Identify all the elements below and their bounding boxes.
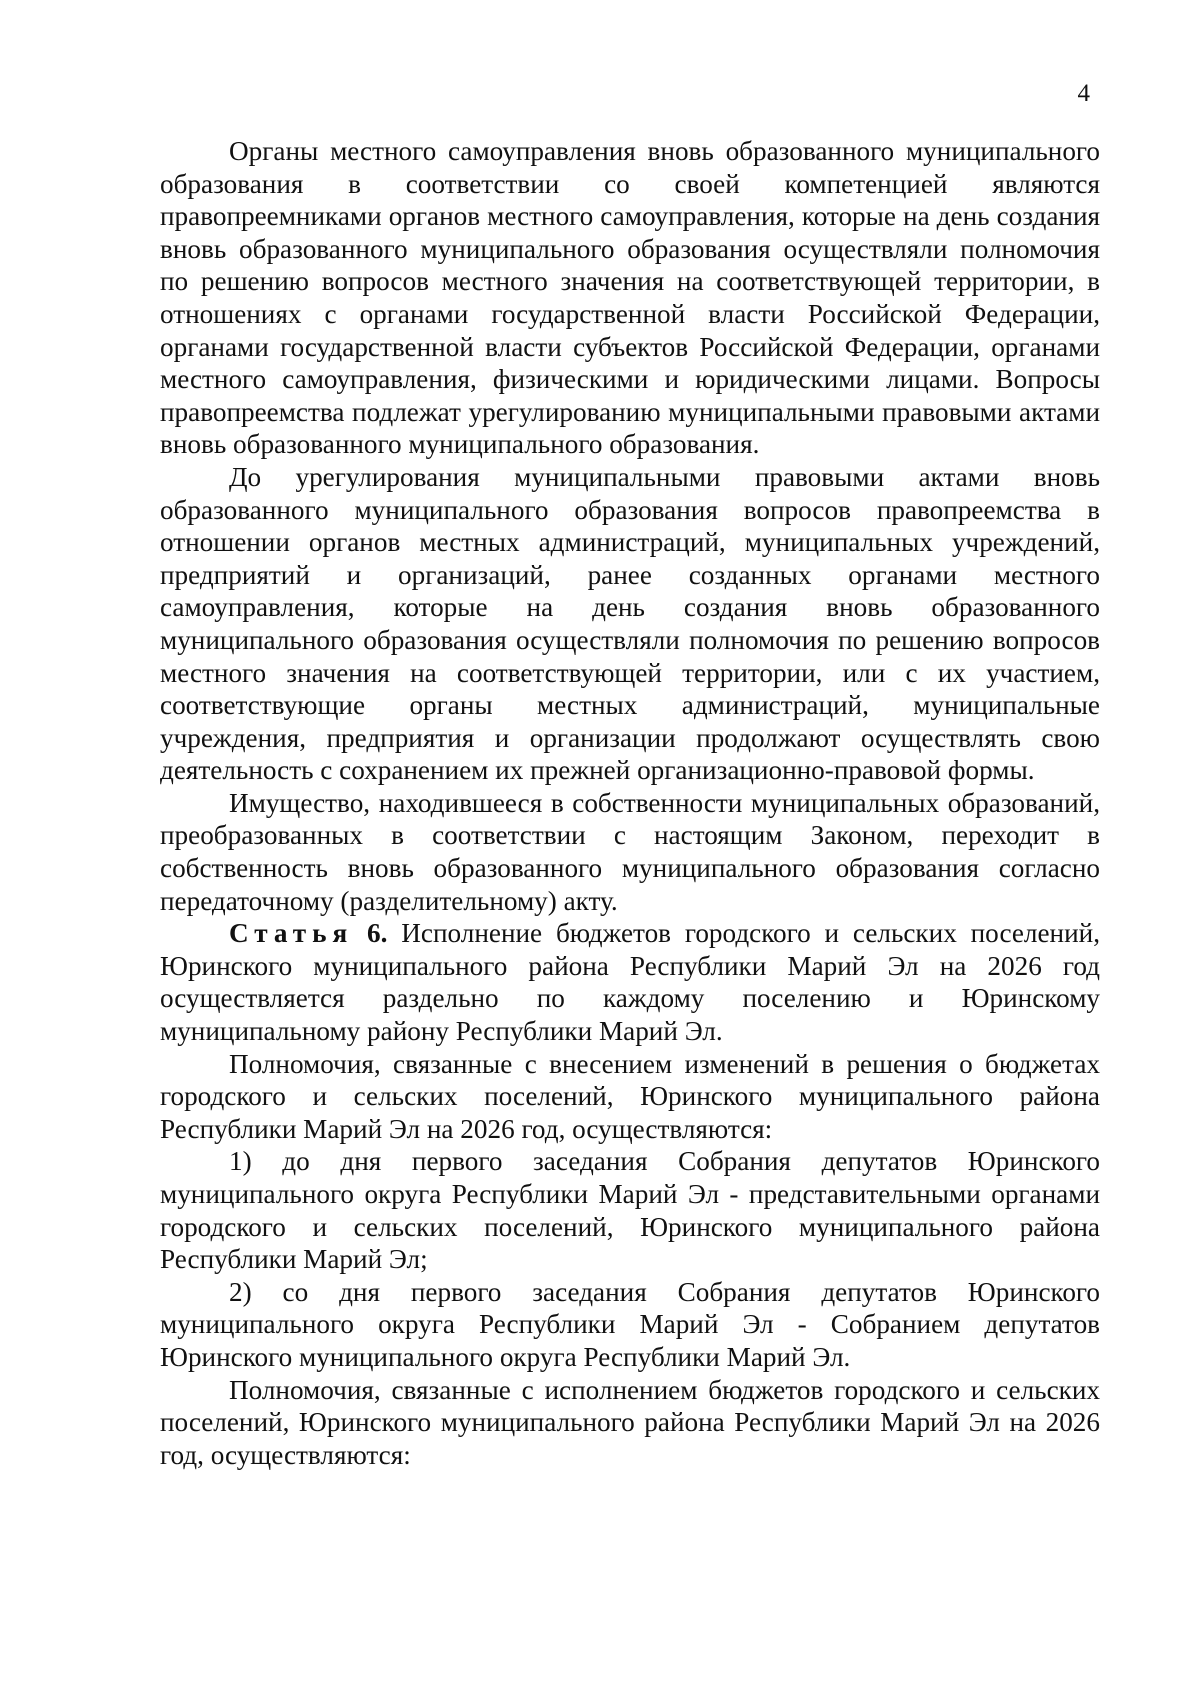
article-6-text: Исполнение бюджетов городского и сельских поселений, Юринского муниципального района Республики Марий Эл на 2026 год осуществляется раздельно по каждому поселению и Юринскому муниципальному району Республики Марий Эл. xyxy=(160,918,1100,1047)
paragraph-budget-execution: Полномочия, связанные с исполнением бюджетов городского и сельских поселений, Юринского муниципального района Республики Марий Эл на 2026 год, осуществляются: xyxy=(160,1374,1100,1470)
paragraph-settlement: До урегулирования муниципальными правовыми актами вновь образованного муниципального образования вопросов правопреемства в отношении органов местных администраций, муниципальных учреждений, предприятий и организаций, ранее созданных органами местного самоуправления, которые на день создания вновь образованного муниципального образования осуществляли полномочия по решению вопросов местного значения на соответствующей территории, или с их участием, соответствующие органы местных администраций, муниципальные учреждения, предприятия и организации продолжают осуществлять свою деятельность с сохранением их прежней организационно-правовой формы. xyxy=(160,461,1100,786)
list-item-1: 1) до дня первого заседания Собрания депутатов Юринского муниципального округа Республики Марий Эл - представительными органами городского и сельских поселений, Юринского муниципального района Республики Марий Эл; xyxy=(160,1146,1100,1275)
paragraph-budget-changes: Полномочия, связанные с внесением изменений в решения о бюджетах городского и сельских поселений, Юринского муниципального района Республики Марий Эл на 2026 год, осуществляются: xyxy=(160,1048,1100,1144)
document-body xyxy=(160,135,1100,1471)
article-6-paragraph xyxy=(160,917,1100,1047)
page-number: 4 xyxy=(1077,80,1090,107)
paragraph-successors: Органы местного самоуправления вновь образованного муниципального образования в соответствии со своей компетенцией являются правопреемниками органов местного самоуправления, которые на день создания вновь образованного муниципального образования осуществляли полномочия по решению вопросов местного значения на соответствующей территории, в отношениях с органами государственной власти Российской Федерации, органами государственной власти субъектов Российской Федерации, органами местного самоуправления, физическими и юридическими лицами. Вопросы правопреемства подлежат урегулированию муниципальными правовыми актами вновь образованного муниципального образования. xyxy=(160,136,1100,460)
paragraph-property: Имущество, находившееся в собственности муниципальных образований, преобразованных в соответствии с настоящим Законом, переходит в собственность вновь образованного муниципального образования согласно передаточному (разделительному) акту. xyxy=(160,787,1100,916)
article-number: 6. xyxy=(367,918,388,949)
list-item-2: 2) со дня первого заседания Собрания депутатов Юринского муниципального округа Республики Марий Эл - Собранием депутатов Юринского муниципального округа Республики Марий Эл. xyxy=(160,1276,1100,1372)
article-heading: Статья xyxy=(229,918,354,949)
